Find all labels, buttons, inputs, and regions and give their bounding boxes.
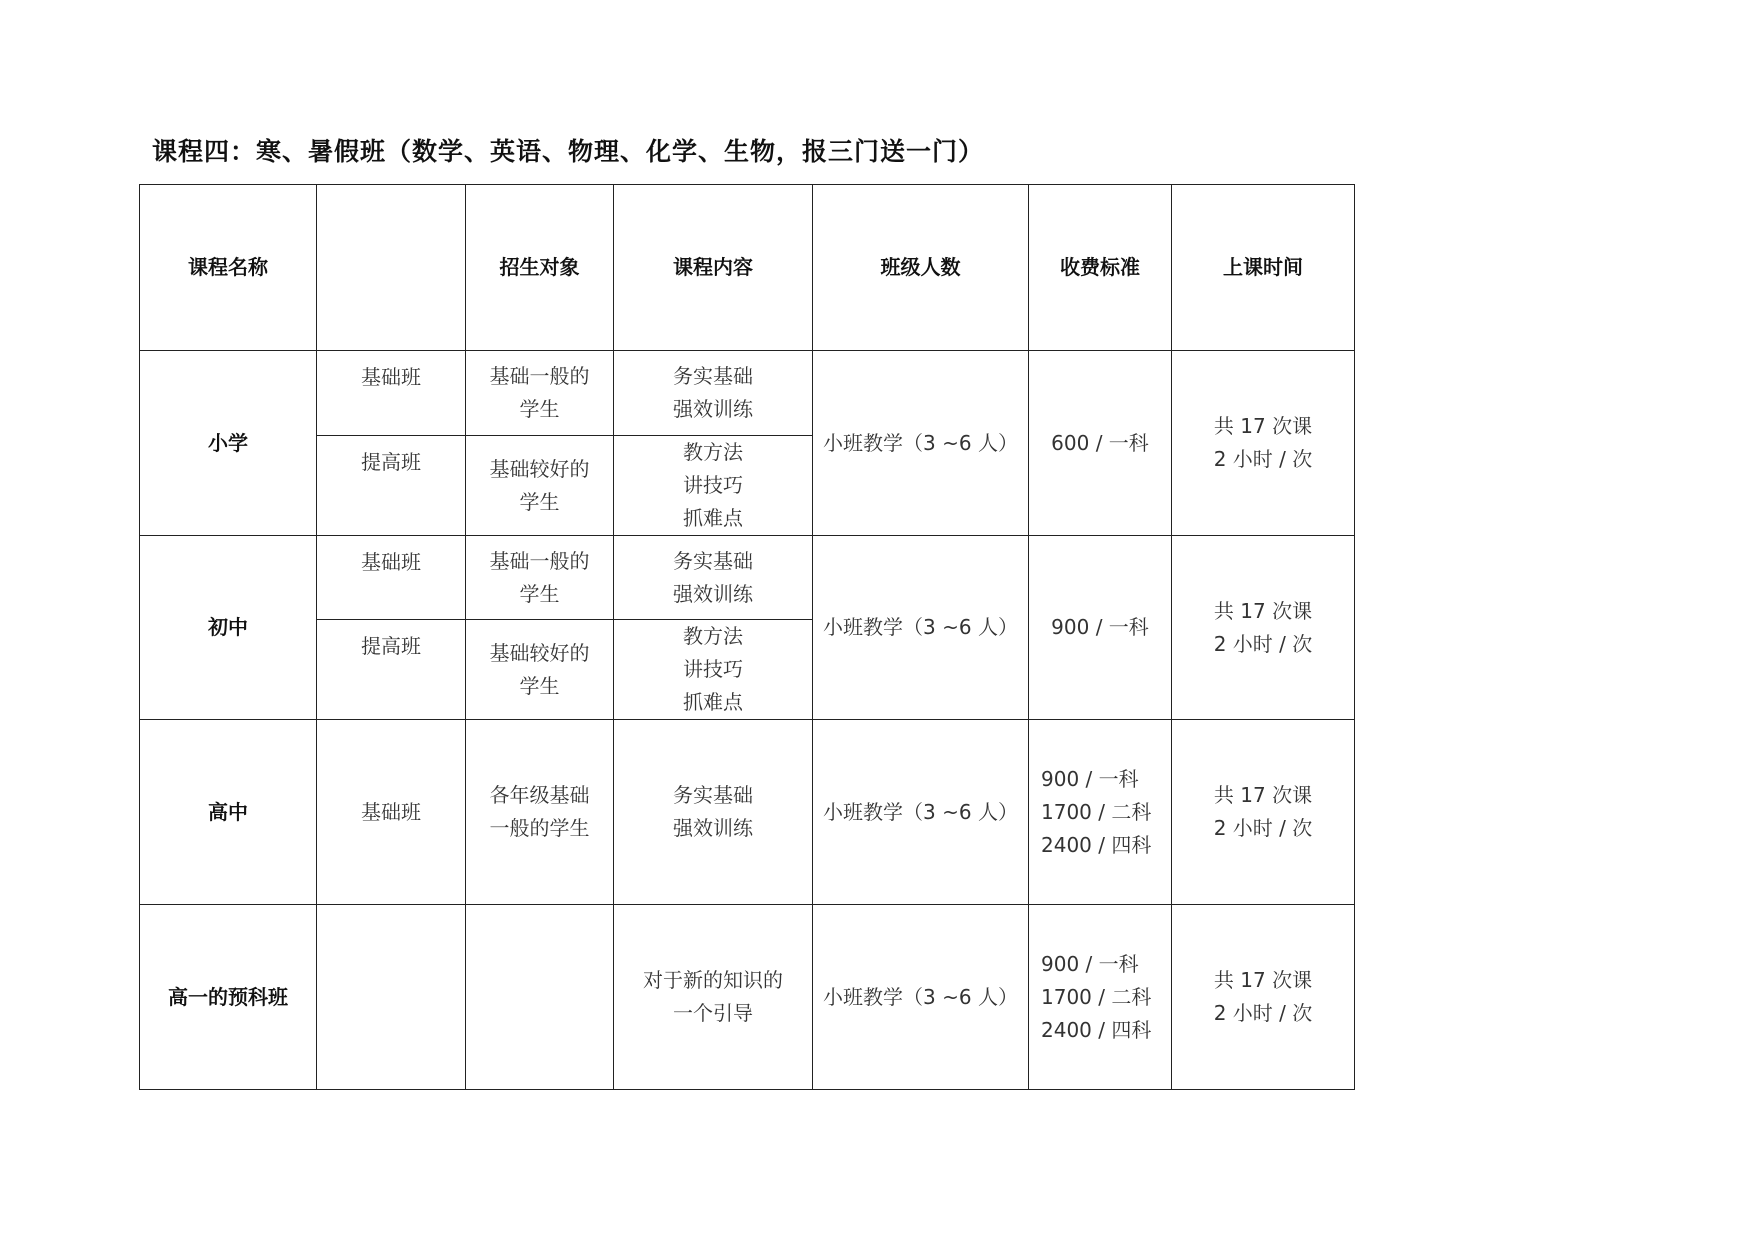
class-level: 基础班 [317,536,466,620]
fee-standard: 900 / 一科 1700 / 二科 2400 / 四科 [1029,905,1172,1090]
document-title: 课程四：寒、暑假班（数学、英语、物理、化学、生物，报三门送一门） [152,137,985,166]
class-schedule: 共 17 次课 2 小时 / 次 [1172,351,1355,536]
table-row [140,536,1355,620]
fee-standard: 900 / 一科 [1029,536,1172,720]
header-target: 招生对象 [466,185,614,351]
course-content: 教方法 讲技巧 抓难点 [614,620,813,720]
course-content: 务实基础 强效训练 [614,351,813,436]
course-name: 初中 [140,536,317,720]
class-schedule: 共 17 次课 2 小时 / 次 [1172,905,1355,1090]
course-content: 对于新的知识的 一个引导 [614,905,813,1090]
header-schedule: 上课时间 [1172,185,1355,351]
table-row [140,905,1355,1090]
target-students [466,905,614,1090]
class-level: 提高班 [317,436,466,536]
fee-standard: 900 / 一科 1700 / 二科 2400 / 四科 [1029,720,1172,905]
header-row [140,185,1355,351]
class-schedule: 共 17 次课 2 小时 / 次 [1172,720,1355,905]
header-course-name: 课程名称 [140,185,317,351]
class-level: 提高班 [317,620,466,720]
target-students: 基础较好的 学生 [466,436,614,536]
target-students: 基础一般的 学生 [466,351,614,436]
class-size: 小班教学（3 ~6 人） [813,351,1029,536]
course-content: 务实基础 强效训练 [614,720,813,905]
course-content: 务实基础 强效训练 [614,536,813,620]
class-schedule: 共 17 次课 2 小时 / 次 [1172,536,1355,720]
fee-standard: 600 / 一科 [1029,351,1172,536]
header-content: 课程内容 [614,185,813,351]
course-content: 教方法 讲技巧 抓难点 [614,436,813,536]
course-name: 高一的预科班 [140,905,317,1090]
class-size: 小班教学（3 ~6 人） [813,536,1029,720]
class-size: 小班教学（3 ~6 人） [813,905,1029,1090]
header-fee: 收费标准 [1029,185,1172,351]
target-students: 基础一般的 学生 [466,536,614,620]
course-name: 小学 [140,351,317,536]
course-name: 高中 [140,720,317,905]
class-level: 基础班 [317,351,466,436]
class-level: 基础班 [317,720,466,905]
target-students: 基础较好的 学生 [466,620,614,720]
table-row [140,720,1355,905]
table-row [140,351,1355,436]
class-level [317,905,466,1090]
header-class-size: 班级人数 [813,185,1029,351]
class-size: 小班教学（3 ~6 人） [813,720,1029,905]
target-students: 各年级基础 一般的学生 [466,720,614,905]
header-level [317,185,466,351]
course-table [139,184,1355,1090]
